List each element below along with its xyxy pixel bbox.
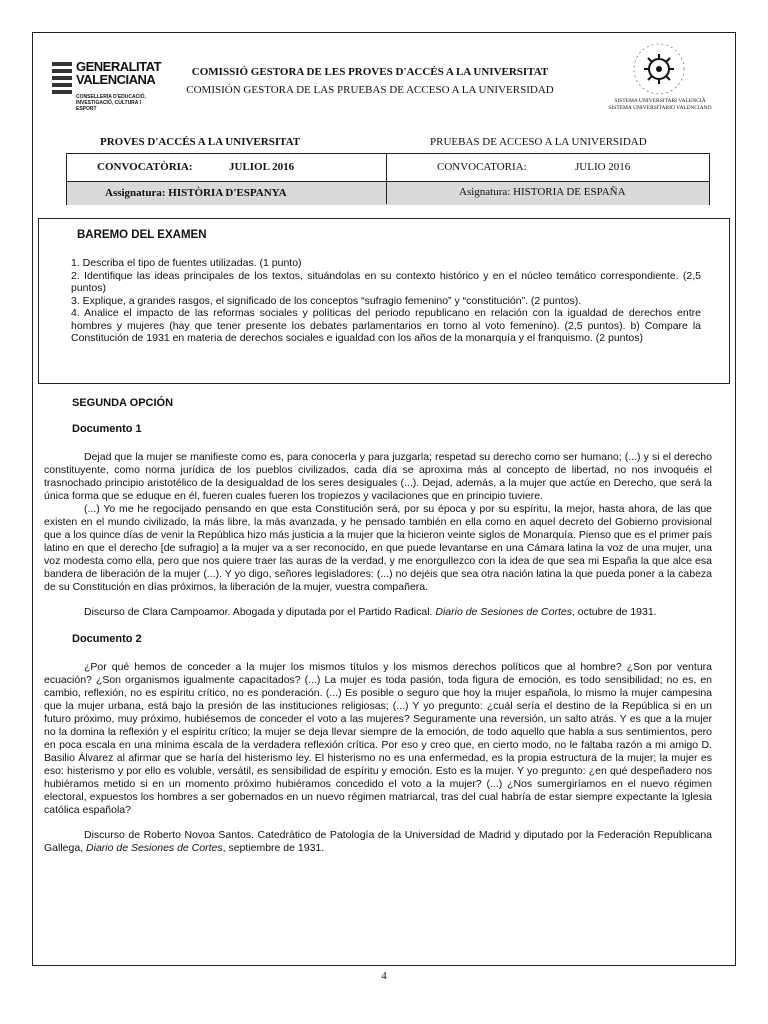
document-2-paragraph: ¿Por qué hemos de conceder a la mujer los mismos títulos y los mismos derechos políticos que al hombre? ¿Son por ventura ecuación? ¿Son organismos igualmente capacitados? (...) La mujer es toda pasión, toda figura de emoción, es todo sensibilidad; no es, en cambio, reflexión, no es espíritu crítico, no es ponderación. (...) Es posible o seguro que hoy la mujer española, lo mismo la mujer campesina que la mujer urbana, está bajo la presión de las instituciones religiosas; (...) Y yo pregunto: ¿cuál sería el destino de la República si en un futuro próximo, muy próximo, hubiésemos de conceder el voto a las mujeres? Seguramente una reversión, un salto atrás. Y es que a la mujer no la domina la reflexión y el espíritu crítico; la mujer se deja llevar siempre de la emoción, de todo aquello que habla a sus sentimientos, pero en poca escala en una mínima escala de la verdadera reflexión crítica. Por eso y creo que, en cierto modo, no le faltaba razón a mi amigo D. Basilio Álvarez al afirmar que se haría del histerismo ley. El histerismo no es una enfermedad, es la propia estructura de la mujer; la mujer es eso: histerismo y por ello es voluble, versátil, es sensibilidad de espíritu y emoción. Esto es la mujer. Y yo pregunto: ¿en qué despeñadero nos hubiéramos metido si en un momento próximo hubiéramos concedido el voto a la mujer? (...) ¿Nos sumergiríamos en el nuevo régimen electoral, expuestos los hombres a ser gobernados en un nuevo régimen matriarcal, tras del cual habría de estar siempre expectante la Iglesia católica española? [44, 661, 712, 816]
document-1-paragraph: Dejad que la mujer se manifieste como es, para conocerla y para juzgarla; respetad su derecho como ser humano; (...) y si el derecho constituyente, como norma jurídica de los pueblos civilizados, cada día se aproxima más al concepto de libertad, no nos invoquéis el trasnochado principio aristotélico de la desigualdad de los seres desiguales (...). Dejad, además, a la mujer que actúe en Derecho, que será la única forma que se eduque en él, fueren cuales fueren los tropiezos y vacilaciones que en principio tuviere. [44, 451, 712, 502]
page-number: 4 [381, 970, 387, 982]
subject-val: Assignatura: HISTÒRIA D'ESPANYA [105, 187, 287, 199]
suv-logo [596, 42, 724, 122]
title-spanish: COMISIÓN GESTORA DE LAS PRUEBAS DE ACCESO A LA UNIVERSIDAD [186, 84, 554, 96]
convocatoria-label-val: CONVOCATÒRIA: [97, 161, 193, 173]
section-title: SEGUNDA OPCIÓN [72, 397, 174, 409]
baremo-item: 3. Explique, a grandes rasgos, el significado de los conceptos “sufragio femenino” y “constitución”. (2 puntos). [71, 294, 582, 307]
generalitat-mark-icon [52, 62, 72, 96]
header-titles [160, 66, 580, 96]
exam-title-spanish: PRUEBAS DE ACCESO A LA UNIVERSIDAD [430, 136, 647, 148]
convocatoria-value-es: JULIO 2016 [575, 161, 631, 173]
title-valencian: COMISSIÓ GESTORA DE LES PROVES D'ACCÉS A LA UNIVERSITAT [191, 66, 549, 78]
baremo-list [71, 257, 701, 345]
exam-content [44, 397, 712, 869]
document-2-title: Documento 2 [72, 633, 142, 645]
document-1-citation: Discurso de Clara Campoamor. Abogada y diputada por el Partido Radical. Diario de Sesiones de Cortes, octubre de 1931. [84, 606, 657, 618]
conselleria-name: CONSELLERIA D'EDUCACIÓ, INVESTIGACIÓ, CULTURA I ESPORT [76, 94, 146, 112]
subject-es: Asignatura: HISTORIA DE ESPAÑA [459, 186, 626, 198]
exam-title-valencian: PROVES D'ACCÉS A LA UNIVERSITAT [100, 136, 301, 148]
generalitat-logo [52, 60, 162, 120]
generalitat-name: GENERALITAT VALENCIANA [76, 59, 162, 87]
convocatoria-label-es: CONVOCATORIA: [437, 161, 527, 173]
convocatoria-value-val: JULIOL 2016 [229, 161, 295, 173]
baremo-item: 2. Identifique las ideas principales de los textos, situándolas en su contexto histórico y en el núcleo temático correspondiente. (2,5 puntos) [71, 269, 701, 294]
baremo-item: 4. Analice el impacto de las reformas sociales y políticas del periodo republicano en relación con la igualdad de derechos entre hombres y mujeres (hay que tener presente los debates parlamentarios en torno al voto femenino). (2,5 puntos). b) Compare la Constitución de 1931 en materia de derechos sociales e igualdad con los años de la monarquía y el franquismo. (2 puntos) [71, 307, 701, 344]
suv-text: SISTEMA UNIVERSITARI VALENCIÀ SISTEMA UNIVERSITARIO VALENCIANO [608, 98, 712, 111]
suv-seal-icon [632, 42, 686, 96]
baremo-box [38, 218, 730, 384]
document-2-citation: Discurso de Roberto Novoa Santos. Catedrático de Patología de la Universidad de Madrid y diputado por la Federación Republicana Gallega, Diario de Sesiones de Cortes, septiembre de 1931. [44, 829, 712, 854]
document-1-title: Documento 1 [72, 423, 142, 435]
baremo-item: 1. Describa el tipo de fuentes utilizadas. (1 punto) [71, 257, 302, 269]
document-1-paragraph: (...) Yo me he regocijado pensando en que esta Constitución será, por su época y por su espíritu, la mejor, hasta ahora, de las que existen en el mundo civilizado, la más libre, la más avanzada, y he pensado también en ella como en aquel decreto del Gobierno provisional que a los quince días de venir la República hizo más justicia a la mujer que la hicieron veinte siglos de Monarquía. Pienso que es el primer país latino en que el derecho [de sufragio] a la mujer va a ser reconocido, en que puede levantarse en una Cámara latina la voz de una mujer, una voz modesta como ella, pero que nos quiere traer las auras de la verdad, y me enorgullezco con la idea de que sea mi España la que alce esa bandera de liberación de la mujer (...). Y yo digo, señores legisladores: (...) no dejéis que sea otra nación latina la que pueda poner a la cabeza de su Constitución en días próximos, la liberación de la mujer, vuestra compañera. [44, 503, 712, 593]
document-1-body [44, 451, 712, 594]
document-2-body [44, 661, 712, 817]
baremo-heading: BAREMO DEL EXAMEN [77, 229, 207, 241]
convocatoria-table [66, 153, 710, 205]
